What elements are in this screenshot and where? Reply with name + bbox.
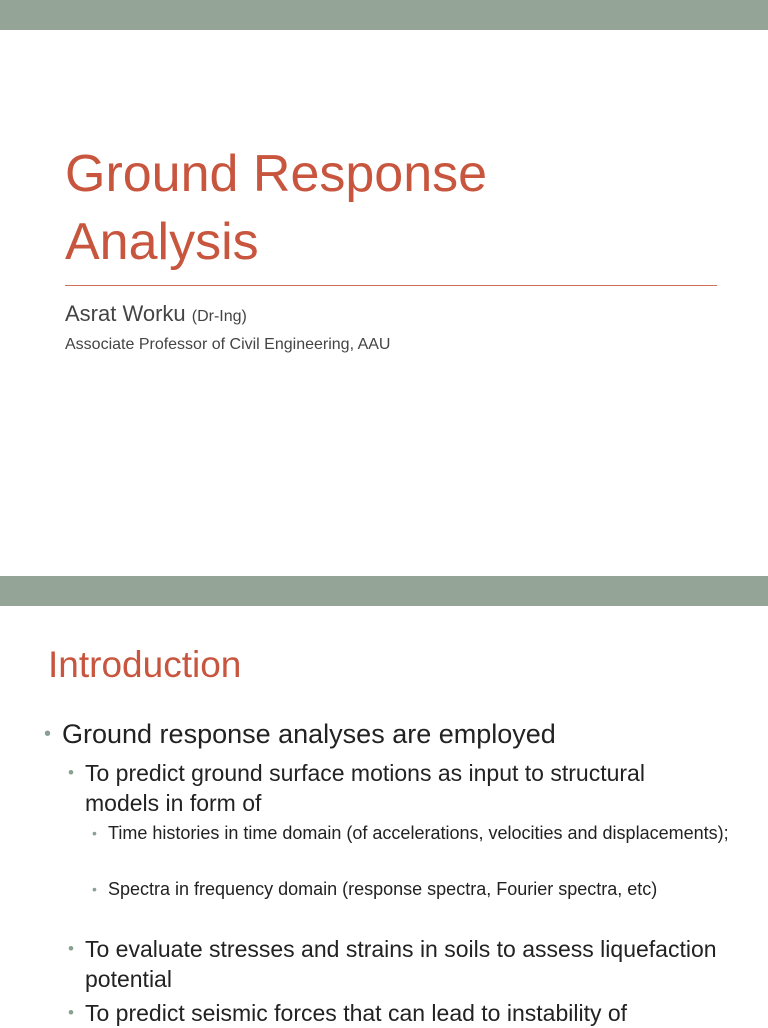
bullet-text: To evaluate stresses and strains in soils to assess liquefaction potential (85, 936, 717, 992)
bullet-level-3 (92, 820, 738, 846)
title-line-2: Analysis (65, 213, 259, 271)
bullet-marker-icon: • (92, 825, 97, 841)
author-degree: (Dr-Ing) (191, 308, 247, 325)
author-affiliation: Associate Professor of Civil Engineering, AAU (65, 336, 391, 353)
author-line (65, 301, 247, 327)
slide-separator-band (0, 576, 768, 606)
bullet-level-2 (68, 934, 725, 994)
bullet-marker-icon: • (68, 763, 74, 782)
bullet-text: Spectra in frequency domain (response spectra, Fourier spectra, etc) (108, 879, 658, 899)
bullet-marker-icon: • (92, 881, 97, 897)
title-slide-heading (65, 140, 725, 276)
title-line-1: Ground Response (65, 145, 488, 203)
bullet-text: To predict seismic forces that can lead to instability of (85, 1000, 628, 1026)
bullet-marker-icon: • (68, 1003, 74, 1022)
bullet-text: Ground response analyses are employed (62, 719, 556, 749)
bullet-level-2 (68, 758, 725, 818)
bullet-text: To predict ground surface motions as input to structural models in form of (85, 760, 645, 816)
title-divider (65, 285, 717, 286)
bullet-text: Time histories in time domain (of accelerations, velocities and displacements); (108, 823, 729, 843)
slide-title: Introduction (48, 644, 242, 685)
author-name: Asrat Worku (65, 301, 186, 326)
top-accent-band (0, 0, 768, 30)
bullet-marker-icon: • (68, 939, 74, 958)
bullet-level-1 (44, 716, 742, 752)
bullet-level-3 (92, 876, 738, 902)
bullet-marker-icon: • (44, 723, 52, 745)
